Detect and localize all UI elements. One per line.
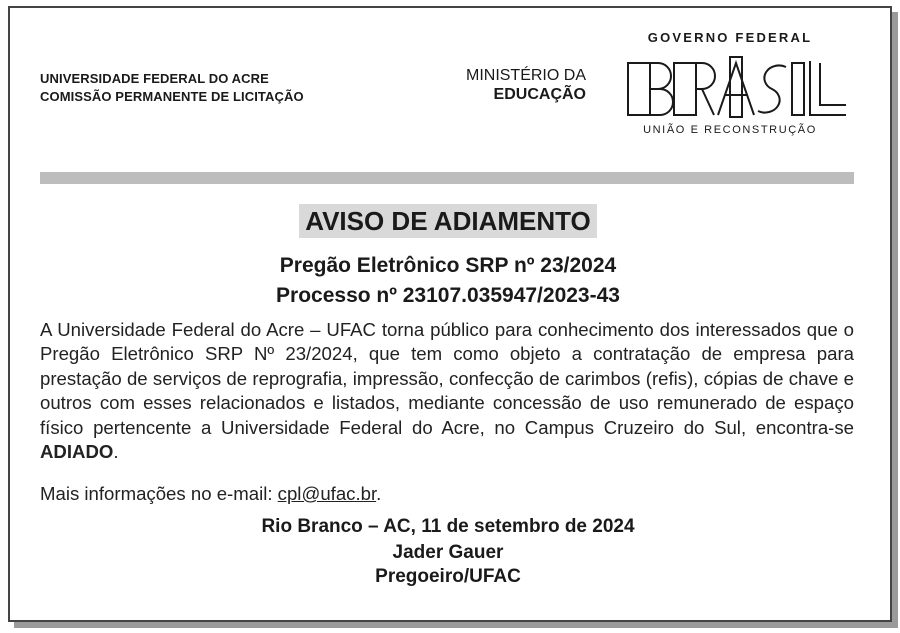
signatory-role: Pregoeiro/UFAC: [375, 566, 521, 587]
government-label: GOVERNO FEDERAL: [647, 30, 813, 45]
header-divider: [40, 172, 854, 184]
brasil-logo: [616, 53, 848, 123]
signatory-name: Jader Gauer: [392, 542, 504, 563]
government-slogan: UNIÃO E RECONSTRUÇÃO: [643, 124, 817, 136]
ministry-line1: MINISTÉRIO DA: [465, 67, 586, 84]
place-date: Rio Branco – AC, 11 de setembro de 2024: [261, 516, 635, 537]
notice-body: [40, 318, 854, 464]
institution-name: UNIVERSIDADE FEDERAL DO ACRE: [40, 71, 269, 86]
process-number: Processo nº 23107.035947/2023-43: [276, 284, 620, 307]
notice-body-text: A Universidade Federal do Acre – UFAC torna público para conhecimento dos interessados que o Pregão Eletrônico SRP Nº 23/2024, que tem como objeto a contratação de empresa para prestação de serviços de reprografia, impressão, confecção de carimbos (refis), cópias de chave e outros com esses relacionados e listados, mediante concessão de uso remunerado de espaço físico pertencente a Universidade Federal do Acre, no Campus Cruzeiro do Sul, encontra-se: [40, 319, 854, 438]
ministry-logo: [446, 66, 586, 104]
auction-number: Pregão Eletrônico SRP nº 23/2024: [279, 254, 617, 277]
commission-name: COMISSÃO PERMANENTE DE LICITAÇÃO: [40, 89, 304, 104]
notice-body-end: .: [113, 441, 119, 463]
contact-prefix: Mais informações no e-mail:: [40, 483, 278, 504]
email-link[interactable]: cpl@ufac.br: [277, 483, 377, 504]
notice-title: AVISO DE ADIAMENTO: [299, 204, 597, 238]
status-adiado: ADIADO: [40, 441, 114, 463]
ministry-line2: EDUCAÇÃO: [493, 86, 586, 103]
contact-suffix: .: [376, 483, 382, 504]
contact-line: [40, 483, 381, 505]
institution-header: [40, 70, 304, 106]
